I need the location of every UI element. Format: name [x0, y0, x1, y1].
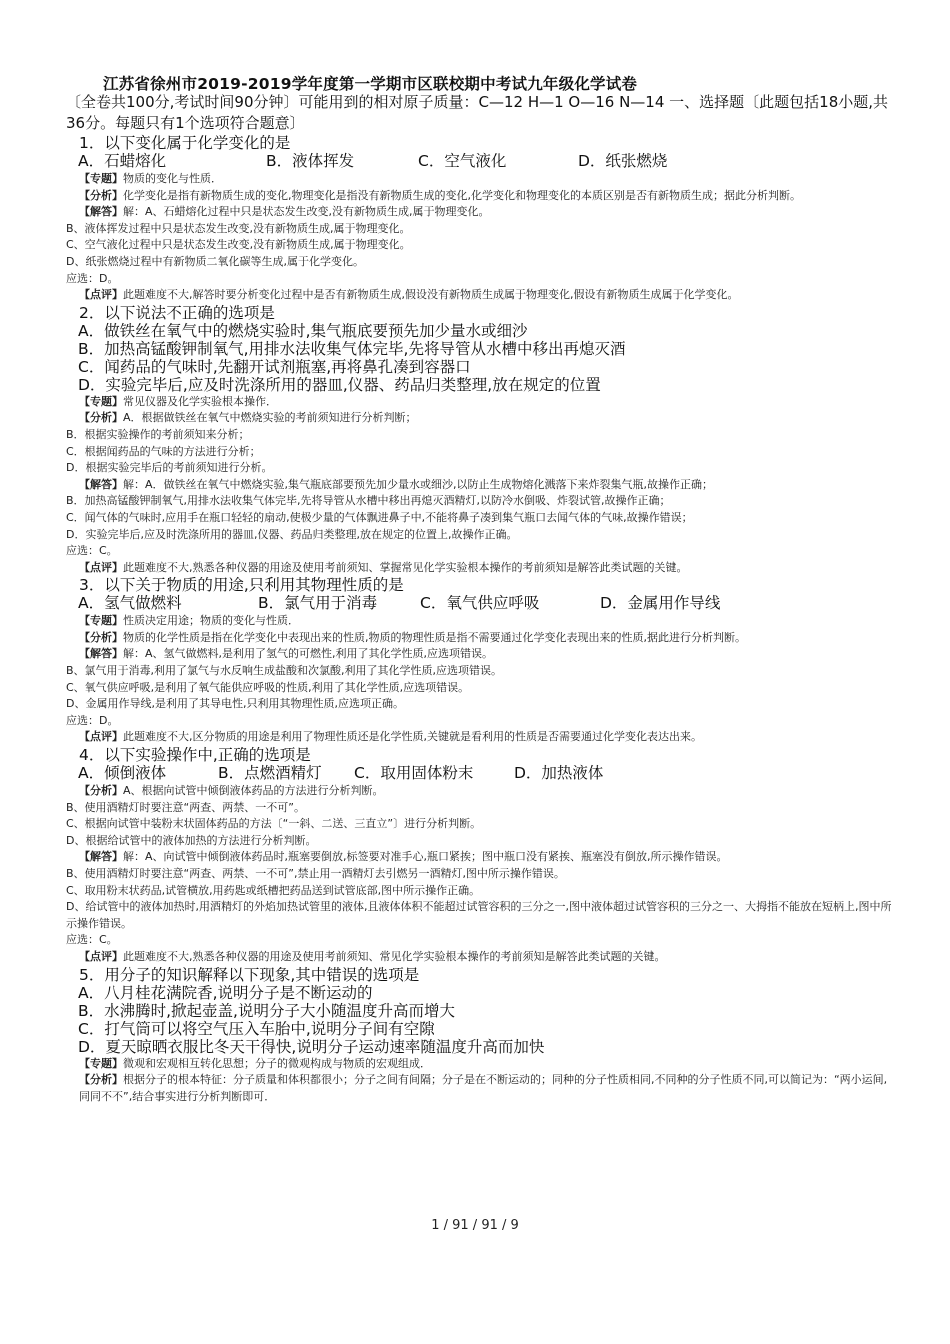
question-3-answer-b: B、氯气用于消毒,利用了氯气与水反响生成盐酸和次氯酸,利用了其化学性质,应选项错误。: [66, 664, 503, 678]
topic-label: 【专题】: [79, 1056, 123, 1070]
question-4-answer-d: D、给试管中的液体加热时,用酒精灯的外焰加热试管里的液体,且液体体积不能超过试管容积的三分之一,图中液体超过试管容积的三分之一、大拇指不能放在短柄上,图中所示操作错误。: [66, 900, 892, 930]
analysis-label: 【分析】: [79, 630, 123, 644]
question-2-analysis-d: D．根据实验完毕后的考前须知进行分析。: [66, 461, 273, 475]
question-1-answer-c: C、空气液化过程中只是状态发生改变,没有新物质生成,属于物理变化。: [66, 238, 411, 252]
question-5-analysis: 【分析】根据分子的根本特征：分子质量和体积都很小；分子之间有间隔；分子是在不断运动的；同种的分子性质相同,不同种的分子性质不同,可以简记为：“两小运间,同同不不”,结合事实进行分析判断即可．: [79, 1073, 888, 1103]
question-4-option-c: C．取用固体粉末: [354, 764, 474, 783]
question-4-option-b: B．点燃酒精灯: [218, 764, 322, 783]
question-4-analysis-c: C、根据向试管中装粉末状固体药品的方法〔“一斜、二送、三直立”〕进行分析判断。: [66, 817, 482, 831]
question-4-options: [66, 764, 898, 783]
question-2-choice: 应选：C。: [66, 544, 118, 558]
question-4-analysis-b: B、使用酒精灯时要注意“两查、两禁、一不可”。: [66, 800, 305, 814]
analysis-label: 【分析】: [79, 188, 123, 202]
question-3-topic: 【专题】性质决定用途；物质的变化与性质．: [79, 614, 299, 628]
question-1-topic: 【专题】物质的变化与性质．: [79, 172, 222, 185]
question-4-analysis: 【分析】A、根据向试管中倾倒液体药品的方法进行分析判断。: [79, 784, 384, 798]
question-5-option-d: D．夏天晾晒衣服比冬天干得快,说明分子运动速率随温度升高而加快: [78, 1037, 545, 1056]
question-2-analysis: 【分析】A．根据做铁丝在氧气中燃烧实验的考前须知进行分析判断；: [79, 411, 417, 425]
answer-label: 【解答】: [79, 850, 123, 864]
question-1-choice: 应选：D。: [66, 271, 119, 285]
question-3-option-b: B．氯气用于消毒: [258, 594, 378, 613]
question-1-comment: 【点评】此题难度不大,解答时要分析变化过程中是否有新物质生成,假设没有新物质生成属于物理变化,假设有新物质生成属于化学变化。: [79, 288, 739, 302]
question-3-answer-c: C、氧气供应呼吸,是利用了氧气能供应呼吸的性质,利用了其化学性质,应选项错误。: [66, 680, 470, 694]
question-4-answer-b: B、使用酒精灯时要注意“两查、两禁、一不可”,禁止用一酒精灯去引燃另一酒精灯,图中所示操作错误。: [66, 867, 565, 880]
question-5-topic: 【专题】微观和宏观相互转化思想；分子的微观构成与物质的宏观组成．: [79, 1056, 431, 1070]
question-3-option-d: D．金属用作导线: [600, 594, 721, 613]
document-title: 江苏省徐州市2019-2019学年度第一学期市区联校期中考试九年级化学试卷: [103, 75, 638, 93]
question-1-answer: 【解答】解：A、石蜡熔化过程中只是状态发生改变,没有新物质生成,属于物理变化。: [79, 205, 490, 219]
question-2-option-c: C．闻药品的气味时,先翻开试剂瓶塞,再将鼻孔凑到容器口: [78, 357, 471, 376]
exam-intro: 〔全卷共100分,考试时间90分钟〕可能用到的相对原子质量：C—12 H—1 O—16 N—14 一、选择题〔此题包括18小题,共36分。每题只有1个选项符合题意〕: [66, 93, 889, 132]
question-1-analysis: 【分析】化学变化是指有新物质生成的变化,物理变化是指没有新物质生成的变化,化学变化和物理变化的本质区别是否有新物质生成；据此分析判断。: [79, 188, 801, 202]
comment-label: 【点评】: [79, 730, 123, 744]
question-2-stem: 2．以下说法不正确的选项是: [79, 303, 275, 322]
question-2-comment: 【点评】此题难度不大,熟悉各种仪器的用途及使用考前须知、掌握常见化学实验根本操作的考前须知是解答此类试题的关键。: [79, 560, 688, 574]
question-3-stem: 3．以下关于物质的用途,只利用其物理性质的是: [79, 576, 404, 595]
question-4-choice: 应选：C。: [66, 933, 118, 947]
analysis-label: 【分析】: [79, 1073, 123, 1087]
analysis-label: 【分析】: [79, 411, 123, 425]
question-3-comment: 【点评】此题难度不大,区分物质的用途是利用了物理性质还是化学性质,关键就是看利用的性质是否需要通过化学变化表达出来。: [79, 730, 702, 744]
answer-label: 【解答】: [79, 647, 123, 661]
question-2-analysis-b: B．根据实验操作的考前须知来分析；: [66, 427, 250, 441]
answer-label: 【解答】: [79, 477, 123, 491]
question-4-answer-c: C、取用粉末状药品,试管横放,用药匙或纸槽把药品送到试管底部,图中所示操作正确。: [66, 883, 481, 897]
question-1-option-c: C．空气液化: [418, 152, 507, 170]
question-1-option-b: B．液体挥发: [266, 152, 355, 170]
question-2-option-d: D．实验完毕后,应及时洗涤所用的器皿,仪器、药品归类整理,放在规定的位置: [78, 375, 601, 394]
question-3-answer: 【解答】解：A、氢气做燃料,是利用了氢气的可燃性,利用了其化学性质,应选项错误。: [79, 647, 494, 661]
topic-label: 【专题】: [79, 394, 123, 408]
question-2-topic: 【专题】常见仪器及化学实验根本操作．: [79, 394, 277, 408]
question-3-choice: 应选：D。: [66, 713, 119, 727]
question-2-analysis-c: C．根据闻药品的气味的方法进行分析；: [66, 444, 261, 458]
question-1-option-a: A．石蜡熔化: [78, 152, 167, 170]
question-3-option-c: C．氧气供应呼吸: [420, 594, 540, 613]
question-1-option-d: D．纸张燃烧: [578, 152, 668, 170]
question-4-option-d: D．加热液体: [514, 764, 604, 783]
question-5-option-a: A．八月桂花满院香,说明分子是不断运动的: [78, 983, 373, 1002]
question-1-answer-d: D、纸张燃烧过程中有新物质二氧化碳等生成,属于化学变化。: [66, 254, 364, 268]
question-2-option-b: B．加热高锰酸钾制氧气,用排水法收集气体完毕,先将导管从水槽中移出再熄灭酒: [78, 339, 626, 358]
question-2-answer-d: D．实验完毕后,应及时洗涤所用的器皿,仪器、药品归类整理,放在规定的位置上,故操作正确。: [66, 527, 518, 541]
question-4-analysis-d: D、根据给试管中的液体加热的方法进行分析判断。: [66, 833, 317, 847]
topic-label: 【专题】: [79, 614, 123, 628]
question-4-option-a: A．倾倒液体: [78, 764, 167, 783]
question-3-option-a: A．氢气做燃料: [78, 594, 182, 613]
page-number: 1 / 91 / 91 / 9: [431, 1218, 519, 1233]
comment-label: 【点评】: [79, 288, 123, 302]
question-4-stem: 4．以下实验操作中,正确的选项是: [79, 746, 311, 765]
question-1-options: [66, 152, 898, 171]
answer-label: 【解答】: [79, 205, 123, 219]
comment-label: 【点评】: [79, 560, 123, 574]
question-5-stem: 5．用分子的知识解释以下现象,其中错误的选项是: [79, 965, 420, 984]
question-1-answer-b: B、液体挥发过程中只是状态发生改变,没有新物质生成,属于物理变化。: [66, 221, 411, 235]
question-2-option-a: A．做铁丝在氧气中的燃烧实验时,集气瓶底要预先加少量水或细沙: [78, 321, 528, 340]
analysis-label: 【分析】: [79, 784, 123, 798]
question-2-answer: 【解答】解：A．做铁丝在氧气中燃烧实验,集气瓶底部要预先加少量水或细沙,以防止生成物熔化溅落下来炸裂集气瓶,故操作正确；: [79, 477, 714, 491]
question-2-answer-c: C．闻气体的气味时,应用手在瓶口轻轻的扇动,使极少量的气体飘进鼻子中,不能将鼻子凑到集气瓶口去闻气体的气味,故操作错误；: [66, 510, 693, 524]
question-4-comment: 【点评】此题难度不大,熟悉各种仪器的用途及使用考前须知、常见化学实验根本操作的考前须知是解答此类试题的关键。: [79, 949, 666, 963]
question-3-answer-d: D、金属用作导线,是利用了其导电性,只利用其物理性质,应选项正确。: [66, 697, 404, 711]
question-5-option-c: C．打气筒可以将空气压入车胎中,说明分子间有空隙: [78, 1019, 435, 1038]
question-5-option-b: B．水沸腾时,掀起壶盖,说明分子大小随温度升高而增大: [78, 1001, 455, 1020]
question-3-analysis: 【分析】物质的化学性质是指在化学变化中表现出来的性质,物质的物理性质是指不需要通过化学变化表现出来的性质,据此进行分析判断。: [79, 630, 746, 644]
question-3-options: [66, 594, 898, 613]
question-4-answer: 【解答】解：A、向试管中倾倒液体药品时,瓶塞要倒放,标签要对准手心,瓶口紧挨；图中瓶口没有紧挨、瓶塞没有倒放,所示操作错误。: [79, 850, 728, 864]
comment-label: 【点评】: [79, 949, 123, 963]
question-1-stem: 1．以下变化属于化学变化的是: [79, 134, 291, 152]
topic-label: 【专题】: [79, 172, 123, 185]
question-2-answer-b: B．加热高锰酸钾制氧气,用排水法收集气体完毕,先将导管从水槽中移出再熄灭酒精灯,以防冷水倒吸、炸裂试管,故操作正确；: [66, 494, 671, 508]
document-body: [66, 134, 898, 1105]
